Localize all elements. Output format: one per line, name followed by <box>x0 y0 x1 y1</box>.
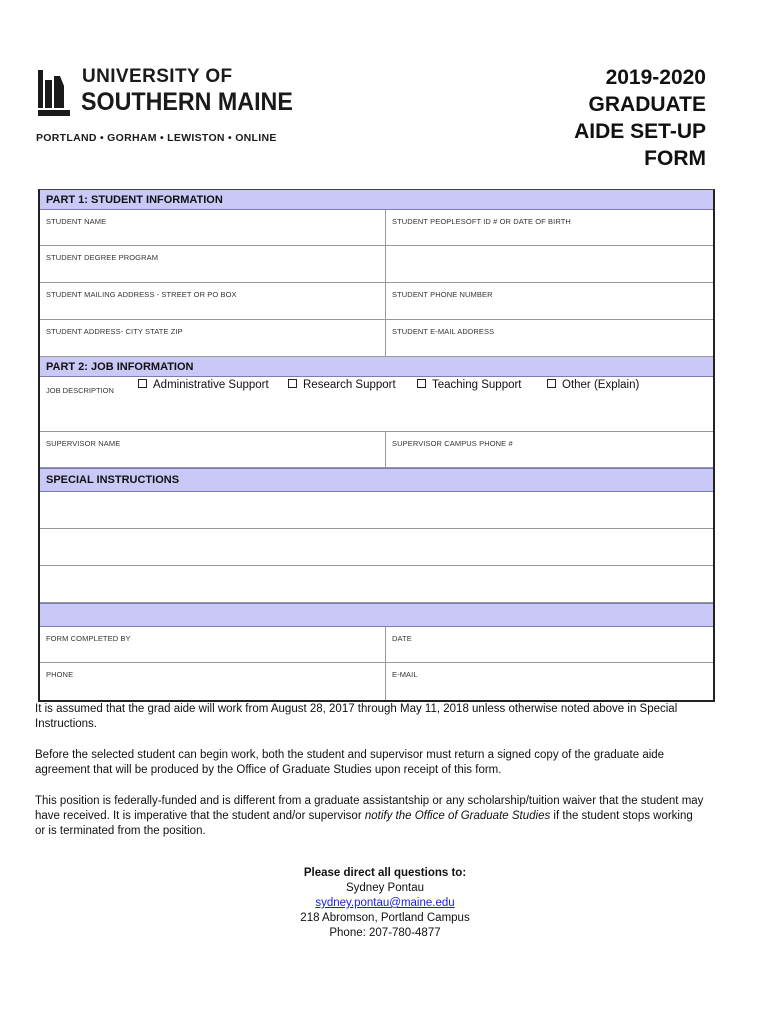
date-label: DATE <box>392 634 412 643</box>
checkbox-icon[interactable] <box>547 379 556 388</box>
special-instructions-heading: SPECIAL INSTRUCTIONS <box>40 468 713 492</box>
part1-heading: PART 1: STUDENT INFORMATION <box>40 190 713 210</box>
contact-name: Sydney Pontau <box>345 882 424 894</box>
phone-label: PHONE <box>46 670 74 679</box>
part2-heading: PART 2: JOB INFORMATION <box>40 357 713 377</box>
setup-form <box>38 189 715 702</box>
option-label: Administrative Support <box>153 379 269 391</box>
form-title-line: GRADUATE <box>588 93 706 116</box>
student-phone-label: STUDENT PHONE NUMBER <box>392 290 493 299</box>
logo-campuses: PORTLAND • GORHAM • LEWISTON • ONLINE <box>36 132 277 144</box>
checkbox-icon[interactable] <box>288 379 297 388</box>
contact-email-link[interactable]: sydney.pontau@maine.edu <box>315 897 455 909</box>
checkbox-icon[interactable] <box>417 379 426 388</box>
form-notes <box>35 702 705 855</box>
form-title-line: 2019-2020 <box>605 66 706 89</box>
contact-address: 218 Abromson, Portland Campus <box>300 912 470 924</box>
student-name-label: STUDENT NAME <box>46 217 107 226</box>
student-id-field[interactable] <box>386 210 713 245</box>
mailing-address-field[interactable] <box>40 283 386 319</box>
city-state-zip-label: STUDENT ADDRESS- CITY STATE ZIP <box>46 327 183 336</box>
supervisor-name-field[interactable] <box>40 432 386 467</box>
note-work-dates: It is assumed that the grad aide will work from August 28, 2017 through May 11, 2018 unless otherwise noted above in Special Instructions. <box>35 703 678 730</box>
date-field[interactable] <box>386 627 713 662</box>
degree-program-extra-field[interactable] <box>386 246 713 282</box>
option-administrative-support[interactable] <box>138 379 269 391</box>
form-title <box>506 64 706 172</box>
logo-university-name: SOUTHERN MAINE <box>81 88 293 116</box>
option-label: Other (Explain) <box>562 379 640 391</box>
logo-university-of: UNIVERSITY OF <box>82 66 233 87</box>
completed-by-field[interactable] <box>40 627 386 662</box>
option-other[interactable] <box>547 379 639 391</box>
checkbox-icon[interactable] <box>138 379 147 388</box>
completed-by-label: FORM COMPLETED BY <box>46 634 131 643</box>
contact-block <box>0 866 770 941</box>
form-title-line: AIDE SET-UP <box>574 120 706 143</box>
degree-program-field[interactable] <box>40 246 386 282</box>
note-text: if the student stops working or is terminated from the position. <box>35 810 693 837</box>
contact-heading: Please direct all questions to: <box>303 867 467 879</box>
mailing-address-label: STUDENT MAILING ADDRESS - STREET OR PO BOX <box>46 290 237 299</box>
note-emphasis: notify the Office of Graduate Studies <box>364 810 551 822</box>
email-label: E-MAIL <box>392 670 418 679</box>
student-email-field[interactable] <box>386 320 713 356</box>
special-instructions-line[interactable] <box>40 492 713 528</box>
job-description-row <box>40 377 713 432</box>
option-label: Teaching Support <box>432 379 522 391</box>
student-id-label: STUDENT PEOPLESOFT ID # OR DATE OF BIRTH <box>392 217 571 226</box>
option-teaching-support[interactable] <box>417 379 522 391</box>
special-instructions-line[interactable] <box>40 529 713 565</box>
note-text: This position is federally-funded and is different from a graduate assistantship or any scholarship/tuition waiver that the student may have received. It is imperative that the student and/or supervisor <box>35 795 704 822</box>
student-phone-field[interactable] <box>386 283 713 319</box>
lighthouse-logo-icon <box>38 68 70 116</box>
city-state-zip-field[interactable] <box>40 320 386 356</box>
supervisor-phone-field[interactable] <box>386 432 713 467</box>
degree-program-label: STUDENT DEGREE PROGRAM <box>46 253 159 262</box>
note-federal-funding <box>35 794 705 839</box>
supervisor-name-label: SUPERVISOR NAME <box>46 439 121 448</box>
email-field[interactable] <box>386 663 713 700</box>
supervisor-phone-label: SUPERVISOR CAMPUS PHONE # <box>392 439 513 448</box>
special-instructions-line[interactable] <box>40 566 713 602</box>
job-description-label: JOB DESCRIPTION <box>46 386 114 395</box>
university-logo <box>36 66 296 150</box>
note-agreement: Before the selected student can begin work, both the student and supervisor must return a signed copy of the graduate aide agreement that will be produced by the Office of Graduate Studies upon receipt of this form. <box>35 749 665 776</box>
student-name-field[interactable] <box>40 210 386 245</box>
option-research-support[interactable] <box>288 379 396 391</box>
contact-phone: Phone: 207-780-4877 <box>329 927 441 939</box>
blank-section-band <box>40 603 713 627</box>
option-label: Research Support <box>303 379 396 391</box>
phone-field[interactable] <box>40 663 386 700</box>
student-email-label: STUDENT E-MAIL ADDRESS <box>392 327 495 336</box>
form-title-line: FORM <box>644 147 706 170</box>
